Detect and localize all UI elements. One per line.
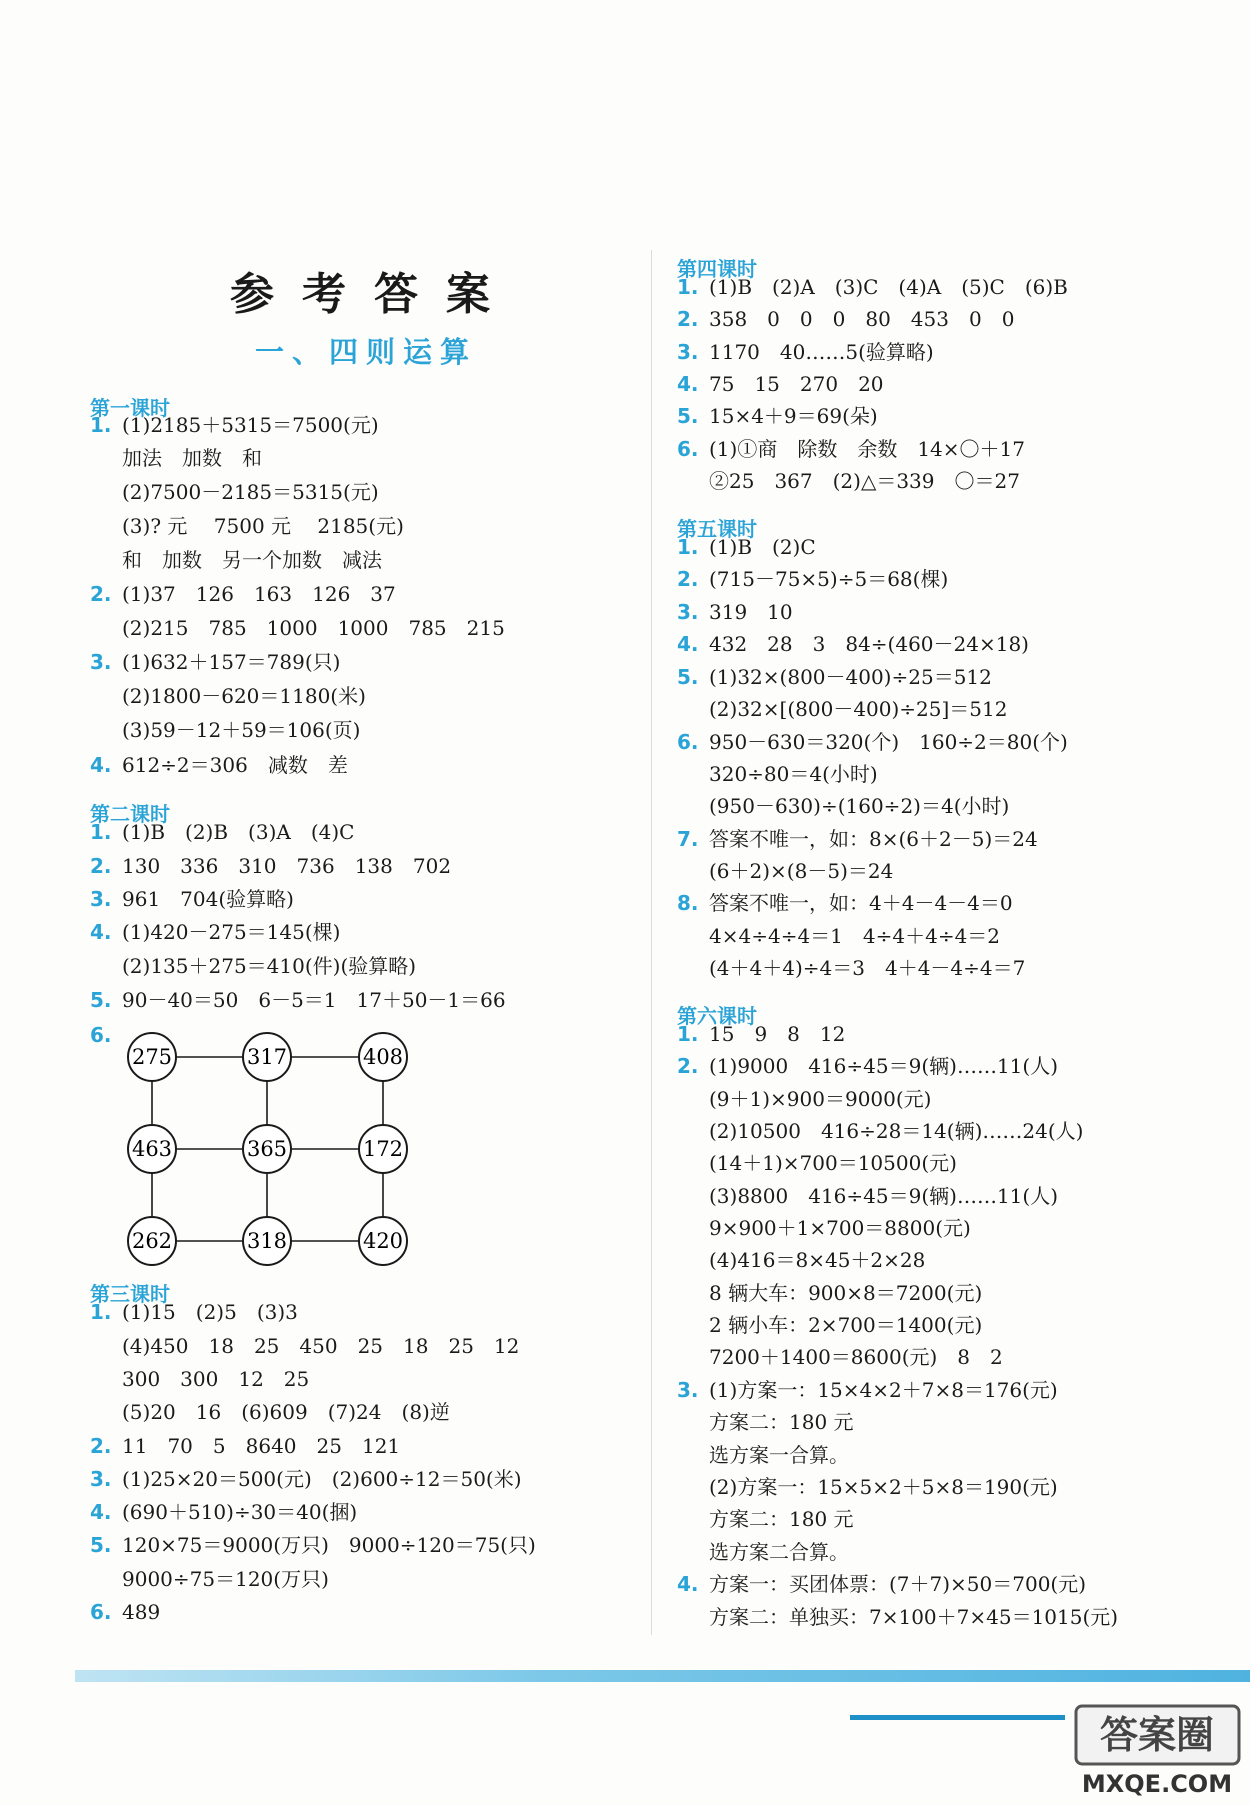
answer-line (677, 632, 1029, 656)
answer-line (677, 437, 1025, 461)
answer-line (677, 891, 1013, 915)
question-number: 1. (677, 275, 699, 299)
answer-text: (2)1800－620＝1180(米) (122, 684, 366, 708)
answer-text: 358 0 0 0 80 453 0 0 (709, 307, 1015, 331)
grid-node (128, 1033, 176, 1081)
answer-text: (1)B (2)B (3)A (4)C (122, 820, 355, 844)
question-number: 1. (90, 820, 112, 844)
answer-text: 489 (122, 1600, 161, 1624)
question-number: 5. (677, 665, 699, 689)
question-number: 3. (90, 1467, 112, 1491)
answer-line (677, 1054, 1058, 1078)
answer-line (90, 988, 506, 1012)
answer-text: (2)10500 416÷28＝14(辆)……24(人) (709, 1119, 1084, 1143)
question-number: 4. (90, 753, 112, 777)
answer-line (90, 753, 348, 777)
answer-line (90, 820, 355, 844)
question-number: 6. (90, 1600, 112, 1624)
answer-text: ②25 367 (2)△＝339 〇＝27 (709, 469, 1020, 493)
page-title: 参考答案 (230, 269, 518, 320)
answer-text: 方案二：单独买：7×100＋7×45＝1015(元) (709, 1605, 1119, 1629)
footer-band (75, 1670, 1250, 1682)
grid-node (128, 1217, 176, 1265)
answer-text: 120×75＝9000(万只) 9000÷120＝75(只) (122, 1533, 536, 1557)
answer-text: 432 28 3 84÷(460－24×18) (709, 632, 1029, 656)
answer-text: (4＋4＋4)÷4＝3 4＋4－4÷4＝7 (709, 956, 1026, 980)
answer-text: (4)416＝8×45＋2×28 (709, 1248, 926, 1272)
question-number: 1. (677, 1022, 699, 1046)
question-number: 3. (677, 340, 699, 364)
answer-line (90, 1300, 298, 1324)
answer-text: (1)15 (2)5 (3)3 (122, 1300, 298, 1324)
question-number: 1. (90, 413, 112, 437)
question-number: 2. (90, 854, 112, 878)
section-heading: 第六课时 (677, 1004, 757, 1028)
answer-line (677, 665, 992, 689)
question-number: 2. (677, 307, 699, 331)
question-number: 6. (677, 437, 699, 461)
answer-text: (4)450 18 25 450 25 18 25 12 (122, 1334, 520, 1358)
answer-text: 加法 加数 和 (122, 446, 262, 470)
answer-line (677, 340, 934, 364)
answer-line (90, 1533, 536, 1557)
answer-text: (950－630)÷(160÷2)＝4(小时) (709, 794, 1010, 818)
answer-text: 300 300 12 25 (122, 1367, 310, 1391)
answer-text: 320÷80＝4(小时) (709, 762, 878, 786)
answer-line (677, 372, 884, 396)
answer-text: 4×4÷4÷4＝1 4÷4＋4÷4＝2 (709, 924, 1001, 948)
answer-text: 130 336 310 736 138 702 (122, 854, 452, 878)
answer-text: 319 10 (709, 600, 793, 624)
answer-line (677, 307, 1015, 331)
answer-text: 方案一：买团体票：(7＋7)×50＝700(元) (709, 1572, 1087, 1596)
answer-line (677, 730, 1068, 754)
question-number: 4. (677, 632, 699, 656)
grid-node (359, 1125, 407, 1173)
grid-node-value: 420 (362, 1229, 404, 1253)
answer-text: (1)9000 416÷45＝9(辆)……11(人) (709, 1054, 1058, 1078)
answer-text: (6＋2)×(8－5)＝24 (709, 859, 894, 883)
answer-line (677, 567, 949, 591)
answer-line (677, 535, 816, 559)
answer-text: (3)59－12＋59＝106(页) (122, 718, 361, 742)
question-number: 1. (90, 1300, 112, 1324)
watermark-logo (1070, 1700, 1245, 1800)
answer-line (90, 887, 294, 911)
answer-text: (690＋510)÷30＝40(捆) (122, 1500, 358, 1524)
unit-title: 一、四则运算 (255, 335, 478, 369)
answer-line (677, 1022, 846, 1046)
answer-text: 9×900＋1×700＝8800(元) (709, 1216, 971, 1240)
answer-line (90, 920, 341, 944)
answer-text: 2 辆小车：2×700＝1400(元) (709, 1313, 983, 1337)
grid-node (359, 1033, 407, 1081)
answer-line (90, 1500, 358, 1524)
answer-text: 612÷2＝306 减数 差 (122, 753, 348, 777)
question-number: 3. (90, 650, 112, 674)
grid-node-value: 262 (131, 1229, 173, 1253)
grid-node-value: 317 (246, 1045, 288, 1069)
question-number: 4. (90, 920, 112, 944)
answer-text: 90－40＝50 6－5＝1 17＋50－1＝66 (122, 988, 506, 1012)
answer-text: (1)①商 除数 余数 14×〇＋17 (709, 437, 1025, 461)
answer-text: 答案不唯一，如：8×(6＋2－5)＝24 (709, 827, 1038, 851)
grid-node (243, 1217, 291, 1265)
answer-line (90, 1434, 401, 1458)
answer-text: (2)32×[(800－400)÷25]＝512 (709, 697, 1008, 721)
question-number: 2. (90, 1434, 112, 1458)
answer-text: 9000÷75＝120(万只) (122, 1567, 329, 1591)
answer-text: (2)7500－2185＝5315(元) (122, 480, 379, 504)
question-number: 3. (677, 600, 699, 624)
grid-node-value: 275 (131, 1045, 173, 1069)
section-heading: 第一课时 (90, 396, 170, 420)
grid-node (128, 1125, 176, 1173)
answer-line (677, 404, 878, 428)
answer-text: 15 9 8 12 (709, 1022, 846, 1046)
question-number: 3. (677, 1378, 699, 1402)
answer-text: (1)方案一：15×4×2＋7×8＝176(元) (709, 1378, 1058, 1402)
answer-line (90, 413, 379, 437)
answer-line (90, 854, 452, 878)
question-number: 2. (90, 582, 112, 606)
answer-text: (1)420－275＝145(棵) (122, 920, 341, 944)
question-number: 1. (677, 535, 699, 559)
answer-text: 15×4＋9＝69(朵) (709, 404, 878, 428)
grid-node (359, 1217, 407, 1265)
answer-text: (1)25×20＝500(元) (2)600÷12＝50(米) (122, 1467, 522, 1491)
answer-text: (3)8800 416÷45＝9(辆)……11(人) (709, 1184, 1058, 1208)
question-number: 8. (677, 891, 699, 915)
grid-node (243, 1125, 291, 1173)
answer-line (677, 600, 793, 624)
answer-text: (14＋1)×700＝10500(元) (709, 1151, 957, 1175)
question-number: 5. (90, 988, 112, 1012)
answer-line (90, 1600, 161, 1624)
answer-text: (715－75×5)÷5＝68(棵) (709, 567, 949, 591)
answer-text: (1)37 126 163 126 37 (122, 582, 396, 606)
grid-node-value: 365 (246, 1137, 288, 1161)
footer-rule (850, 1715, 1065, 1720)
watermark-url: MXQE.COM (1081, 1770, 1233, 1798)
grid-node (243, 1033, 291, 1081)
answer-text: 950－630＝320(个) 160÷2＝80(个) (709, 730, 1068, 754)
column-divider (651, 250, 652, 1635)
answer-line (90, 650, 341, 674)
answer-text: 选方案二合算。 (709, 1540, 849, 1564)
question-number: 4. (677, 372, 699, 396)
answer-text: (1)632＋157＝789(只) (122, 650, 341, 674)
answer-line (677, 275, 1068, 299)
answer-text: 11 70 5 8640 25 121 (122, 1434, 401, 1458)
answer-text: 75 15 270 20 (709, 372, 884, 396)
answer-text: (2)方案一：15×5×2＋5×8＝190(元) (709, 1475, 1058, 1499)
answer-text: (1)32×(800－400)÷25＝512 (709, 665, 992, 689)
grid-node-value: 408 (362, 1045, 404, 1069)
answer-text: (1)B (2)A (3)C (4)A (5)C (6)B (709, 275, 1068, 299)
answer-text: (2)135＋275＝410(件)(验算略) (122, 954, 417, 978)
answer-text: 和 加数 另一个加数 减法 (122, 548, 382, 572)
section-heading: 第五课时 (677, 517, 757, 541)
question-number: 2. (677, 1054, 699, 1078)
question-number: 2. (677, 567, 699, 591)
answer-line (677, 1572, 1087, 1596)
answer-text: 8 辆大车：900×8＝7200(元) (709, 1281, 983, 1305)
answer-text: 方案二：180 元 (709, 1410, 854, 1434)
answer-text: 答案不唯一，如：4＋4－4－4＝0 (709, 891, 1013, 915)
grid-node-value: 318 (246, 1229, 288, 1253)
question-number: 3. (90, 887, 112, 911)
answer-line (90, 1467, 522, 1491)
number-grid-diagram (115, 1030, 435, 1270)
question-number: 6. (90, 1023, 112, 1047)
answer-text: (1)B (2)C (709, 535, 816, 559)
answer-text: (1)2185＋5315＝7500(元) (122, 413, 379, 437)
answer-text: (3)? 元 7500 元 2185(元) (122, 514, 404, 538)
section-heading: 第二课时 (90, 802, 170, 826)
question-number: 5. (677, 404, 699, 428)
answer-text: 方案二：180 元 (709, 1507, 854, 1531)
answer-text: (5)20 16 (6)609 (7)24 (8)逆 (122, 1400, 450, 1424)
answer-text: (9＋1)×900＝9000(元) (709, 1087, 932, 1111)
grid-node-value: 463 (131, 1137, 173, 1161)
question-number: 4. (677, 1572, 699, 1596)
answer-text: 7200＋1400＝8600(元) 8 2 (709, 1345, 1003, 1369)
answer-line (90, 1025, 112, 1045)
section-heading: 第三课时 (90, 1282, 170, 1306)
watermark-text: 答案圈 (1099, 1713, 1215, 1757)
answer-text: 选方案一合算。 (709, 1443, 849, 1467)
section-heading: 第四课时 (677, 257, 757, 281)
answer-text: (2)215 785 1000 1000 785 215 (122, 616, 505, 640)
answer-text: 1170 40……5(验算略) (709, 340, 934, 364)
answer-line (677, 1378, 1058, 1402)
answer-line (90, 582, 396, 606)
question-number: 7. (677, 827, 699, 851)
answer-line (677, 827, 1038, 851)
question-number: 5. (90, 1533, 112, 1557)
question-number: 4. (90, 1500, 112, 1524)
question-number: 6. (677, 730, 699, 754)
answer-text: 961 704(验算略) (122, 887, 294, 911)
grid-node-value: 172 (362, 1137, 404, 1161)
